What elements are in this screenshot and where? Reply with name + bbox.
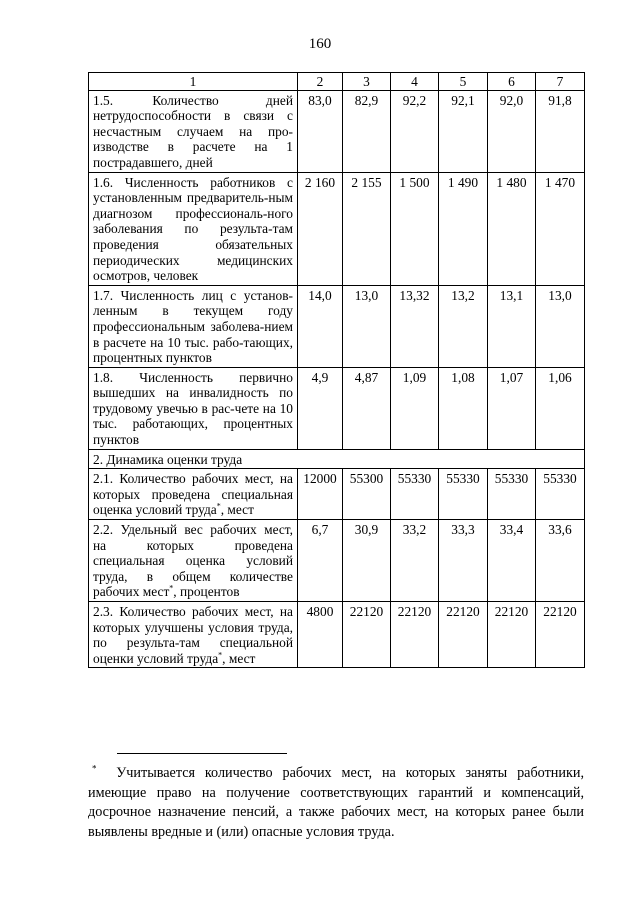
cell-value: 2 155	[343, 172, 391, 285]
column-number: 1	[89, 73, 298, 91]
cell-value: 1 470	[536, 172, 585, 285]
column-number: 5	[439, 73, 488, 91]
table-row	[89, 520, 585, 602]
cell-value: 55330	[391, 469, 439, 520]
table-row	[89, 172, 585, 285]
footnote-text: Учитывается количество рабочих мест, на которых заняты работники, имеющие право на получение соответствующих гарантий и компенсаций, досрочное назначение пенсий, а также рабочих мест, на которых ранее были выявлены вредные и (или) опасные условия труда.	[88, 765, 585, 840]
cell-value: 33,2	[391, 520, 439, 602]
row-label: 1.8. Численность первично вышедших на инвалидность по трудовому увечью в рас-чете на 10 тыс. работающих, процентных пунктов	[89, 367, 298, 449]
cell-value: 4,9	[298, 367, 343, 449]
footnote	[88, 764, 584, 842]
row-label: 1.6. Численность работников с установленным предваритель-ным диагнозом профессиональ-ного заболевания по результа-там проведения обязательных периодических медицинских осмотров, человек	[89, 172, 298, 285]
table-row	[89, 367, 585, 449]
footnote-mark: *	[92, 763, 97, 774]
cell-value: 22120	[536, 602, 585, 668]
cell-value: 22120	[439, 602, 488, 668]
cell-value: 4,87	[343, 367, 391, 449]
cell-value: 22120	[488, 602, 536, 668]
cell-value: 92,2	[391, 90, 439, 172]
table-row	[89, 602, 585, 668]
footnote-mark: *	[216, 501, 221, 511]
row-label-tail: , мест	[220, 502, 254, 518]
cell-value: 4800	[298, 602, 343, 668]
row-label	[89, 602, 298, 668]
cell-value: 91,8	[536, 90, 585, 172]
cell-value: 13,32	[391, 285, 439, 367]
cell-value: 92,1	[439, 90, 488, 172]
cell-value: 12000	[298, 469, 343, 520]
table-row	[89, 469, 585, 520]
row-label-text: 2.2. Удельный вес рабочих мест, на которых проведена специальная оценка условий труда, в общем количестве рабочих мест	[93, 522, 293, 600]
column-number: 7	[536, 73, 585, 91]
row-label-tail: , мест	[222, 650, 256, 666]
indicators-table	[88, 72, 585, 668]
cell-value: 55330	[536, 469, 585, 520]
table-header-row	[89, 73, 585, 91]
row-label	[89, 520, 298, 602]
cell-value: 55300	[343, 469, 391, 520]
cell-value: 1 490	[439, 172, 488, 285]
cell-value: 13,0	[536, 285, 585, 367]
cell-value: 30,9	[343, 520, 391, 602]
cell-value: 1,07	[488, 367, 536, 449]
footnote-divider	[117, 753, 287, 754]
cell-value: 1,09	[391, 367, 439, 449]
column-number: 2	[298, 73, 343, 91]
footnote-mark: *	[218, 650, 223, 660]
column-number: 4	[391, 73, 439, 91]
cell-value: 14,0	[298, 285, 343, 367]
row-label-text: 2.1. Количество рабочих мест, на которых проведена специальная оценка условий труда	[93, 471, 293, 518]
cell-value: 22120	[391, 602, 439, 668]
cell-value: 1 500	[391, 172, 439, 285]
row-label	[89, 469, 298, 520]
row-label: 1.5. Количество дней нетрудоспособности в связи с несчастным случаем на про-изводстве в расчете на 1 пострадавшего, дней	[89, 90, 298, 172]
cell-value: 13,0	[343, 285, 391, 367]
cell-value: 55330	[488, 469, 536, 520]
cell-value: 33,6	[536, 520, 585, 602]
cell-value: 55330	[439, 469, 488, 520]
cell-value: 92,0	[488, 90, 536, 172]
cell-value: 83,0	[298, 90, 343, 172]
cell-value: 33,4	[488, 520, 536, 602]
footnote-mark: *	[169, 583, 174, 593]
cell-value: 22120	[343, 602, 391, 668]
cell-value: 13,2	[439, 285, 488, 367]
section-row	[89, 449, 585, 469]
table-row	[89, 90, 585, 172]
table-row	[89, 285, 585, 367]
cell-value: 2 160	[298, 172, 343, 285]
column-number: 3	[343, 73, 391, 91]
cell-value: 1,06	[536, 367, 585, 449]
row-label-tail: , процентов	[173, 584, 240, 600]
section-title: 2. Динамика оценки труда	[89, 449, 585, 469]
page-number: 160	[308, 36, 332, 52]
cell-value: 82,9	[343, 90, 391, 172]
cell-value: 6,7	[298, 520, 343, 602]
cell-value: 1,08	[439, 367, 488, 449]
cell-value: 1 480	[488, 172, 536, 285]
row-label: 1.7. Численность лиц с установ-ленным в текущем году профессиональным заболева-нием в расчете на 10 тыс. рабо-тающих, процентных пунктов	[89, 285, 298, 367]
cell-value: 13,1	[488, 285, 536, 367]
column-number: 6	[488, 73, 536, 91]
cell-value: 33,3	[439, 520, 488, 602]
row-label-text: 2.3. Количество рабочих мест, на которых улучшены условия труда, по результа-там специальной оценки условий труда	[93, 604, 293, 666]
